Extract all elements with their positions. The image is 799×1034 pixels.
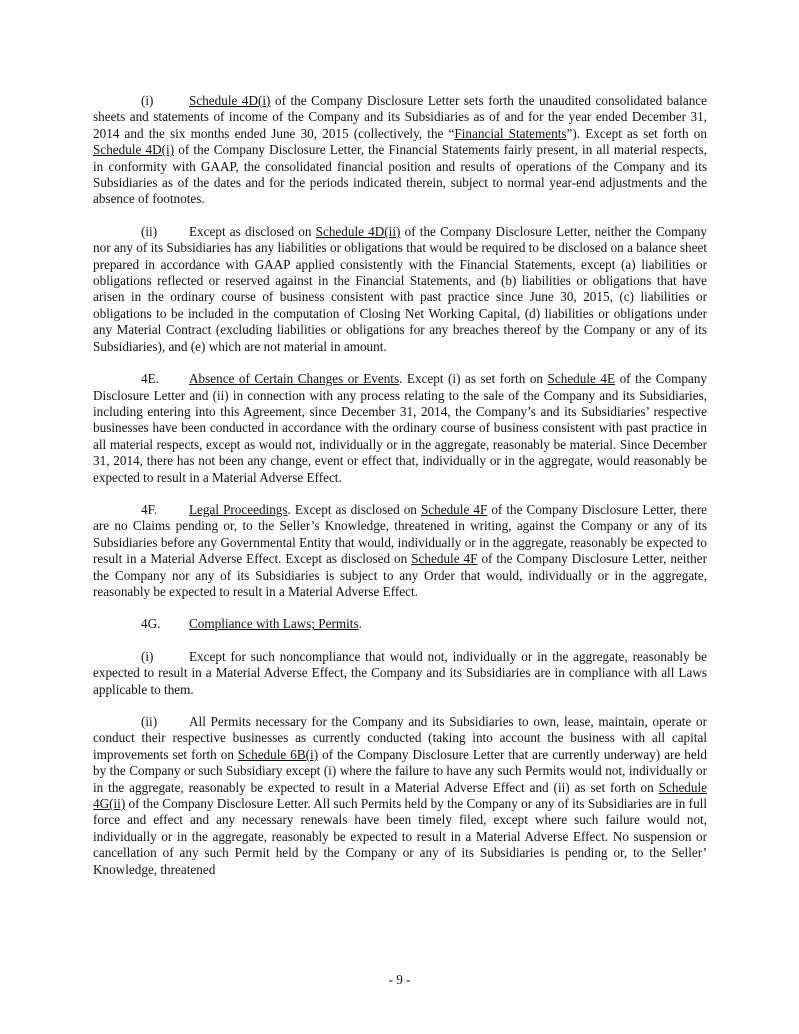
clause-number: (i) <box>141 93 154 108</box>
schedule-ref: Schedule 4E <box>547 371 616 387</box>
section-4g: 4G. Compliance with Laws; Permits. <box>141 616 362 632</box>
page-number: - 9 - <box>388 972 411 987</box>
paragraph-4d-ii: (ii) Except as disclosed on Schedule 4D(ii) of the Company Disclosure Letter, neither the Company nor any of its Subsidiaries has any liabilities or obligations that would be required to be disclosed on a balance sheet prepared in accordance with GAAP applied consistently with the Financial Statements, except (a) liabilities or obligations reflected or reserved against in the Financial Statements, and (b) liabilities or obligations that have arisen in the ordinary course of business consistent with past practice since June 30, 2015, (c) liabilities or obligations to be included in the computation of Closing Net Working Capital, (d) liabilities or obligations under any Material Contract (excluding liabilities or obligations for any breaches thereof by the Company or any of its Subsidiaries), and (e) which are not material in amount. <box>93 223 707 354</box>
section-number: 4G. <box>141 616 161 632</box>
defined-term: Financial Statements <box>454 125 567 141</box>
schedule-ref: Schedule 4F <box>411 551 478 567</box>
section-number: 4E. <box>141 371 159 387</box>
schedule-ref: Schedule 4D(ii) <box>315 223 401 239</box>
section-heading: Absence of Certain Changes or Events <box>189 371 400 387</box>
clause-number: (ii) <box>141 714 158 729</box>
section-4e: 4E. Absence of Certain Changes or Events. Except (i) as set forth on Schedule 4E of the Company Disclosure Letter and (ii) in connection with any process relating to the sale of the Company and its Subsidiaries, including entering into this Agreement, since December 31, 2014, the Company’s and its Subsidiaries’ respective businesses have been conducted in accordance with the ordinary course of business consistent with past practice in all material respects, except as would not, individually or in the aggregate, reasonably be material. Since December 31, 2014, there has not been any change, event or effect that, individually or in the aggregate, would reasonably be expected to result in a Material Adverse Effect. <box>93 371 707 485</box>
section-number: 4F. <box>141 501 158 517</box>
section-heading: Legal Proceedings <box>189 501 288 517</box>
schedule-ref: Schedule 4G(ii) <box>93 779 707 812</box>
section-heading: Compliance with Laws; Permits <box>189 616 359 632</box>
paragraph-4g-i: (i) Except for such noncompliance that would not, individually or in the aggregate, reasonably be expected to result in a Material Adverse Effect, the Company and its Subsidiaries are in compliance with all Laws applicable to them. <box>93 648 707 697</box>
schedule-ref: Schedule 4D(i) <box>189 93 271 108</box>
paragraph-4d-i: (i) Schedule 4D(i) of the Company Disclosure Letter sets forth the unaudited consolidated balance sheets and statements of income of the Company and its Subsidiaries as of and for the year ended December 31, 2014 and the six months ended June 30, 2015 (collectively, the “Financial Statements”). Except as set forth on Schedule 4D(i) of the Company Disclosure Letter, the Financial Statements fairly present, in all material respects, in conformity with GAAP, the consolidated financial position and results of operations of the Company and its Subsidiaries as of the dates and for the periods indicated therein, subject to normal year-end adjustments and the absence of footnotes. <box>93 93 708 207</box>
clause-number: (ii) <box>141 223 158 239</box>
clause-number: (i) <box>141 648 154 664</box>
section-4f: 4F. Legal Proceedings. Except as disclosed on Schedule 4F of the Company Disclosure Letter, there are no Claims pending or, to the Seller’s Knowledge, threatened in writing, against the Company or any of its Subsidiaries before any Governmental Entity that would, individually or in the aggregate, reasonably be expected to result in a Material Adverse Effect. Except as disclosed on Schedule 4F of the Company Disclosure Letter, neither the Company nor any of its Subsidiaries is subject to any Order that would, individually or in the aggregate, reasonably be expected to result in a Material Adverse Effect. <box>93 501 707 599</box>
schedule-ref: Schedule 4D(i) <box>93 142 175 158</box>
schedule-ref: Schedule 6B(i) <box>237 746 319 762</box>
paragraph-4g-ii: (ii) All Permits necessary for the Company and its Subsidiaries to own, lease, maintain, operate or conduct their respective businesses as currently conducted (taking into account the business with all capital improvements set forth on Schedule 6B(i) of the Company Disclosure Letter that are currently underway) are held by the Company or such Subsidiary except (i) where the failure to have any such Permits would not, individually or in the aggregate, reasonably be expected to result in a Material Adverse Effect and (ii) as set forth on Schedule 4G(ii) of the Company Disclosure Letter. All such Permits held by the Company or any of its Subsidiaries are in full force and effect and any necessary renewals have been timely filed, except where such failure would not, individually or in the aggregate, reasonably be expected to result in a Material Adverse Effect. No suspension or cancellation of any such Permit held by the Company or any of its Subsidiaries is pending or, to the Seller’ Knowledge, threatened <box>93 714 707 877</box>
schedule-ref: Schedule 4F <box>420 501 488 517</box>
document-body <box>93 93 707 894</box>
